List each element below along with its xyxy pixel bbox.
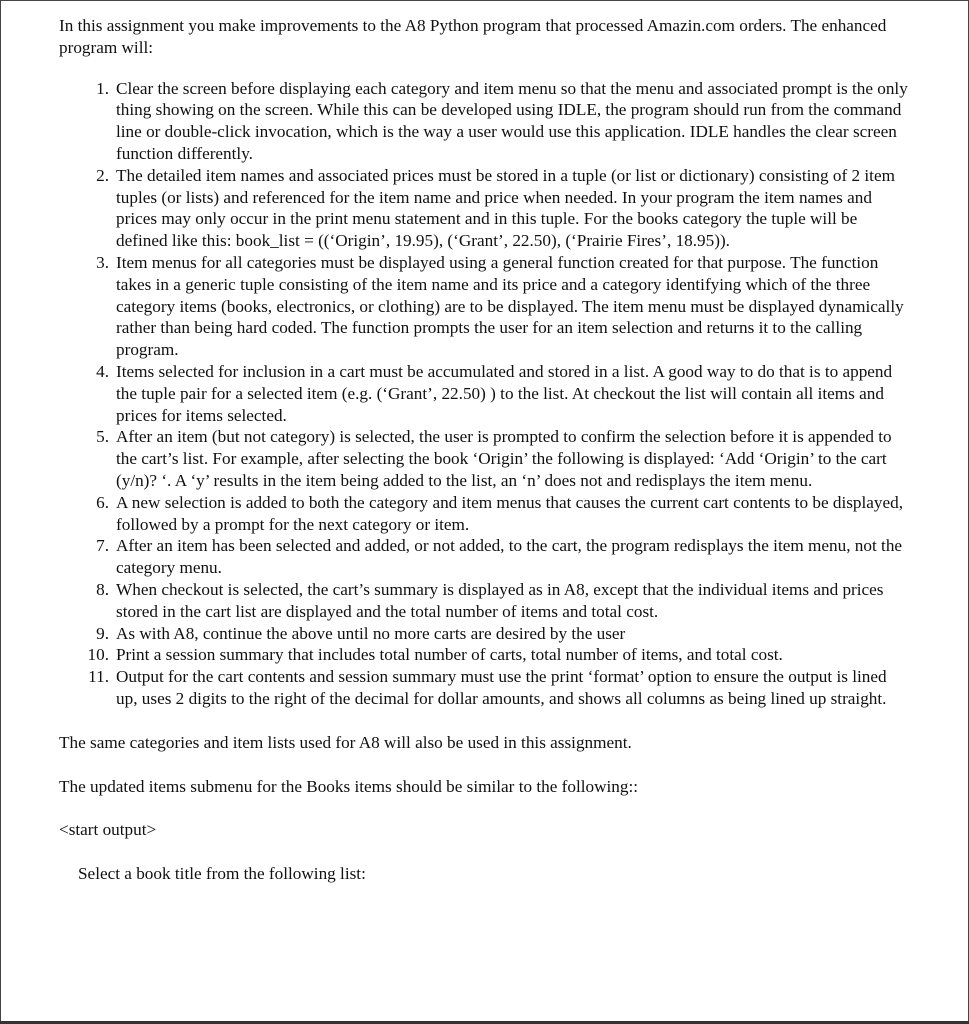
- list-item: [59, 492, 911, 536]
- item-text: Items selected for inclusion in a cart must be accumulated and stored in a list. A good way to do that is to append the tuple pair for a selected item (e.g. (‘Grant’, 22.50) ) to the list. At checkout the list will contain all items and prices for items selected.: [116, 361, 893, 425]
- item-number: 6.: [96, 492, 109, 512]
- list-item: [59, 666, 911, 710]
- list-item: [59, 644, 911, 666]
- list-item: [59, 623, 911, 645]
- list-item: [59, 252, 911, 361]
- list-item: [59, 535, 911, 579]
- item-text: A new selection is added to both the category and item menus that causes the current cart contents to be displayed, followed by a prompt for the next category or item.: [116, 492, 904, 534]
- list-item: [59, 361, 911, 426]
- item-number: 3.: [96, 252, 109, 272]
- item-text: After an item (but not category) is selected, the user is prompted to confirm the selection before it is appended to the cart’s list. For example, after selecting the book ‘Origin’ the following is displayed: ‘Add ‘Origin’ to the cart (y/n)? ‘. A ‘y’ results in the item being added to the list, an ‘n’ does not and redisplays the item menu.: [116, 427, 892, 490]
- intro-paragraph: In this assignment you make improvements to the A8 Python program that processed Amazin.com orders. The enhanced program will:: [59, 16, 887, 57]
- list-item: [59, 579, 911, 623]
- document-body: [59, 15, 911, 885]
- item-text: Output for the cart contents and session summary must use the print ‘format’ option to ensure the output is lined up, uses 2 digits to the right of the decimal for dollar amounts, and shows all columns as being lined up straight.: [116, 667, 887, 708]
- categories-paragraph: The same categories and item lists used for A8 will also be used in this assignment.: [59, 732, 632, 752]
- item-number: 11.: [88, 667, 109, 687]
- item-number: 10.: [87, 645, 109, 665]
- item-text: When checkout is selected, the cart’s summary is displayed as in A8, except that the individual items and prices stored in the cart list are displayed and the total number of items and total cost.: [116, 579, 884, 621]
- item-text: Item menus for all categories must be displayed using a general function created for that purpose. The function takes in a generic tuple consisting of the item name and its price and a category identifying which of the three category items (books, electronics, or clothing) are to be displayed. The item menu must be displayed dynamically rather than being hard coded. The function prompts the user for an item selection and returns it to the calling program.: [116, 252, 904, 360]
- start-output-marker: <start output>: [59, 820, 157, 840]
- submenu-paragraph: The updated items submenu for the Books items should be similar to the following::: [59, 776, 639, 796]
- item-text: After an item has been selected and added, or not added, to the cart, the program redisplays the item menu, not the category menu.: [116, 536, 903, 578]
- item-text: As with A8, continue the above until no more carts are desired by the user: [116, 623, 626, 643]
- item-text: Print a session summary that includes total number of carts, total number of items, and total cost.: [116, 645, 783, 665]
- item-number: 4.: [96, 361, 109, 381]
- list-item: [59, 165, 911, 252]
- list-item: [59, 426, 911, 491]
- item-number: 2.: [96, 165, 109, 185]
- select-book-prompt: Select a book title from the following list:: [78, 864, 366, 884]
- item-number: 8.: [96, 579, 109, 599]
- item-text: Clear the screen before displaying each category and item menu so that the menu and associated prompt is the only thing showing on the screen. While this can be developed using IDLE, the program should run from the command line or double-click invocation, which is the way a user would use this application. IDLE handles the clear screen function differently.: [116, 78, 908, 163]
- item-number: 5.: [96, 427, 109, 447]
- item-number: 7.: [96, 536, 109, 556]
- item-text: The detailed item names and associated prices must be stored in a tuple (or list or dictionary) consisting of 2 item tuples (or lists) and referenced for the item name and price when needed. In your program the item names and prices may only occur in the print menu statement and in this tuple. For the books category the tuple will be defined like this: book_list = ((‘Origin’, 19.95), (‘Grant’, 22.50), (‘Prairie Fires’, 18.95)).: [116, 165, 895, 251]
- requirements-list: [59, 78, 911, 710]
- item-number: 1.: [96, 78, 109, 98]
- item-number: 9.: [96, 623, 109, 643]
- list-item: [59, 78, 911, 165]
